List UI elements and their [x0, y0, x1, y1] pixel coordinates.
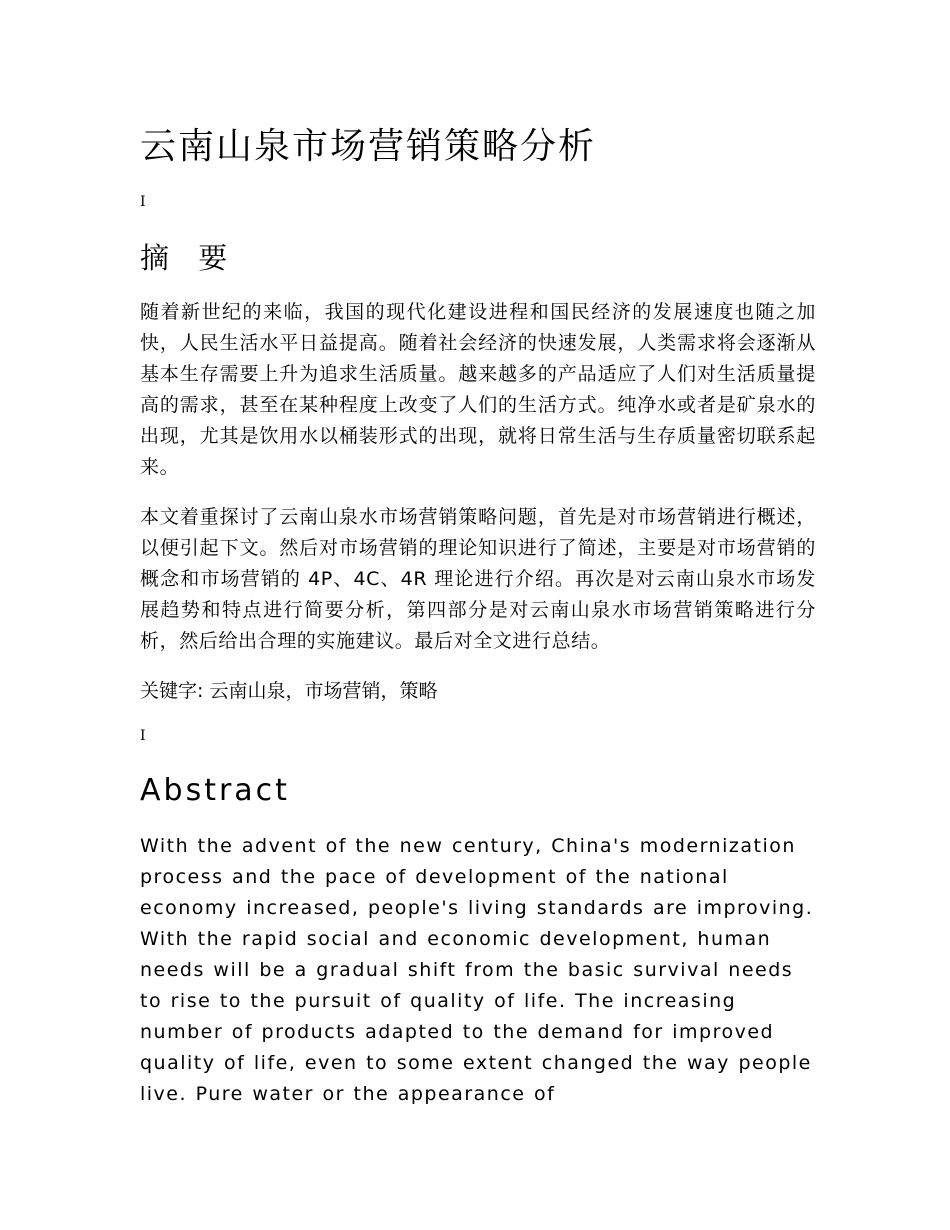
keywords-line: 关键字: 云南山泉，市场营销，策略: [140, 680, 438, 702]
abstract-zh-paragraph: 随着新世纪的来临，我国的现代化建设进程和国民经济的发展速度也随之加快，人民生活水平日益提高。随着社会经济的快速发展，人类需求将会逐渐从基本生存需要上升为追求生活质量。越来越多的产品适应了人们对生活质量提高的需求，甚至在某种程度上改变了人们的生活方式。纯净水或者是矿泉水的出现，尤其是饮用水以桶装形式的出现，就将日常生活与生存质量密切联系起来。: [140, 301, 816, 478]
abstract-en-paragraph: With the advent of the new century, China's modernization process and the pace of development of the national economy increased, people's living standards are improving. With the rapid social and economic development, human needs will be a gradual shift from the basic survival needs to rise to the pursuit of quality of life. The increasing number of products adapted to the demand for improved quality of life, even to some extent changed the way people live. Pure water or the appearance of: [140, 835, 814, 1105]
page-number-mark: I: [140, 194, 146, 210]
abstract-en-heading: Abstract: [140, 773, 290, 808]
abstract-zh-paragraph: 本文着重探讨了云南山泉水市场营销策略问题，首先是对市场营销进行概述，以便引起下文。然后对市场营销的理论知识进行了简述，主要是对市场营销的概念和市场营销的 4P、4C、4R 理论进行介绍。再次是对云南山泉水市场发展趋势和特点进行简要分析，第四部分是对云南山泉水市场营销策略进行分析，然后给出合理的实施建议。最后对全文进行总结。: [140, 506, 816, 652]
abstract-zh-heading: 摘 要: [140, 241, 238, 275]
document-title: 云南山泉市场营销策略分析: [140, 126, 597, 167]
page-number-mark: I: [140, 728, 146, 744]
